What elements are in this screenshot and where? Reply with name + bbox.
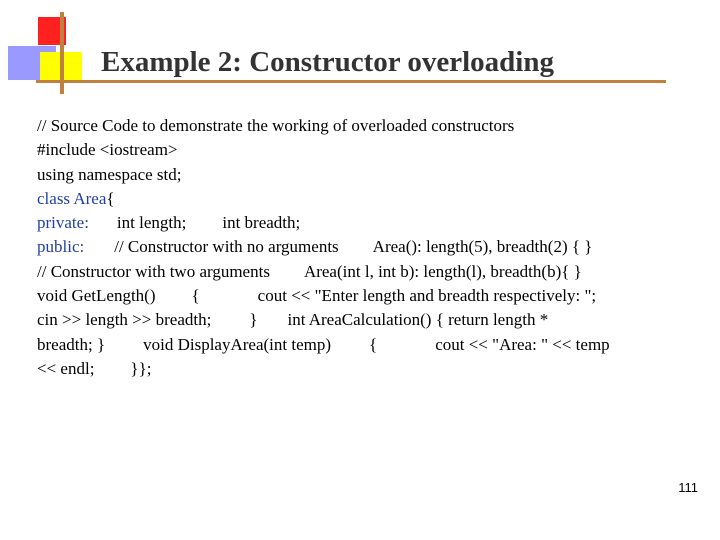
code-line-3: using namespace std; [37,164,182,184]
code-fragment: { [369,334,378,354]
code-fragment: int AreaCalculation() { return length * [287,310,549,330]
code-fragment: }}; [130,358,152,378]
code-fragment: << endl; [37,358,95,378]
code-line-7 [37,260,610,284]
code-fragment: breadth; } [37,334,106,354]
slide-title: Example 2: Constructor overloading [101,46,554,78]
code-fragment: { [106,188,115,208]
code-line-8 [37,284,610,308]
code-fragment: { [191,286,200,306]
code-fragment: Area(int l, int b): length(l), breadth(b){ } [303,261,582,281]
code-fragment: } [249,310,258,330]
code-fragment: Area(): length(5), breadth(2) { } [372,237,593,257]
code-line-5 [37,211,610,235]
code-fragment: int breadth; [222,213,301,233]
code-line-2: #include <iostream> [37,140,178,160]
page-number: 111 [678,480,698,495]
decor-horizontal-line [36,80,666,83]
code-line-1: // Source Code to demonstrate the working of overloaded constructors [37,116,515,135]
code-fragment: cout << "Enter length and breadth respectively: "; [257,286,597,306]
code-line-9 [37,308,610,332]
code-line-10 [37,333,610,357]
code-fragment: cout << "Area: " << temp [435,334,610,354]
code-fragment: int length; [116,213,187,233]
code-fragment: void GetLength() [37,286,156,306]
code-fragment: cin >> length >> breadth; [37,310,212,330]
code-line-4 [37,187,610,211]
code-fragment: void DisplayArea(int temp) [143,334,332,354]
code-line-6 [37,235,610,259]
code-comment: // Constructor with two arguments [37,261,270,281]
keyword-class-area: class Area [37,188,107,208]
code-block [37,114,610,381]
keyword-public: public: [37,237,85,257]
code-comment: // Constructor with no arguments [114,237,339,257]
keyword-private: private: [37,213,89,233]
code-line-11 [37,357,610,381]
